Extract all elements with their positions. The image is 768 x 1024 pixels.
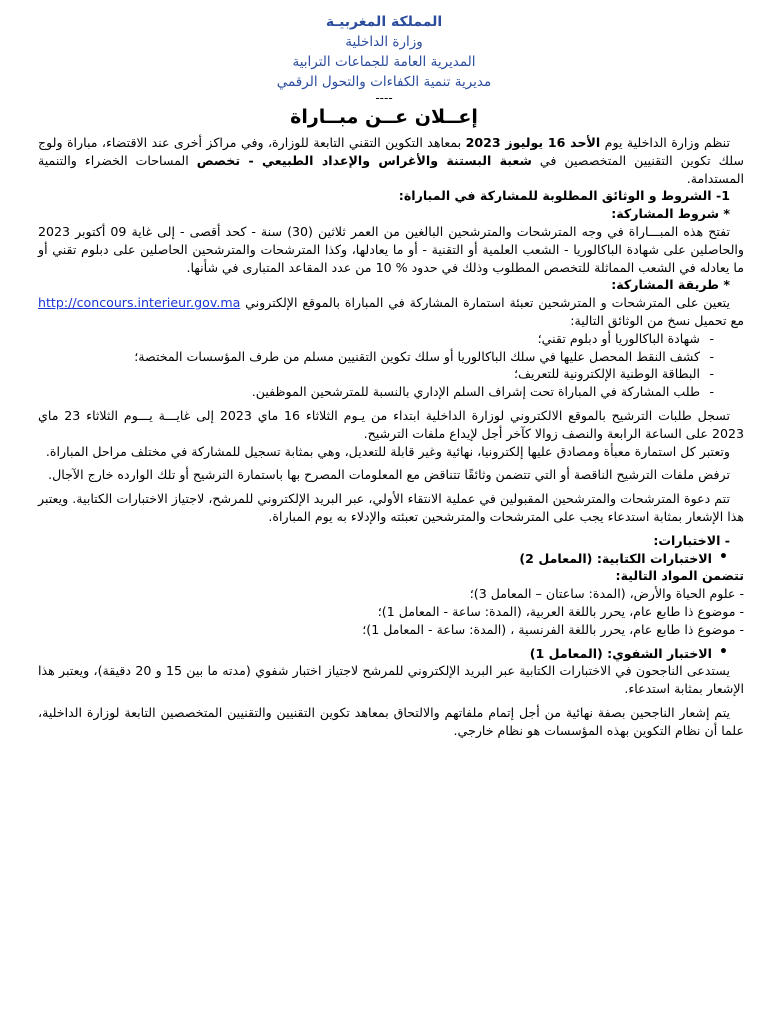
documents-list [38, 330, 744, 401]
invitation-paragraph: تتم دعوة المترشحات والمترشحين المقبولين في عملية الانتقاء الأولي، عبر البريد الإلكتروني للمرشح، لاجتياز الاختبارات الكتابية. ويعتبر هذا الإشعار بمثابة استدعاء يجب على المترشحات والمترشحين تعبئته والإدلاء به يوم المباراة. [38, 491, 744, 524]
registration-period-paragraph: تسجل طلبات الترشيح بالموقع الالكتروني لوزارة الداخلية ابتداء من يـوم الثلاثاء 16 ماي 2023 إلى غايـــة يـــوم الثلاثاء 23 ماي 2023 على الساعة الرابعة والنصف زوالا كآخر أجل لإيداع ملفات الترشيح. [38, 407, 744, 441]
conditions-title: * شروط المشاركة: [611, 206, 730, 222]
page-title: إعــلان عــن مبــاراة [290, 106, 478, 128]
subject-item: - علوم الحياة والأرض، (المدة: ساعتان – المعامل 3)؛ [469, 586, 744, 602]
letterhead [0, 0, 768, 104]
exam-specialty: شعبة البستنة والأغراس والإعداد الطبيعي - تخصص [196, 152, 532, 168]
list-item: - شهادة الباكالوريا أو دبلوم تقني؛ [38, 330, 700, 348]
intro-paragraph [38, 134, 744, 187]
intro-mid: بمعاهد التكوين التقني التابعة للوزارة، وفي مراكز أخرى عند الاقتضاء، مباراة ولوج سلك تكوين التقنيين المتخصصين في [38, 135, 744, 168]
oral-exam-text [38, 662, 744, 698]
ministry-name: وزارة الداخلية [345, 34, 423, 50]
exam-date: الأحد 16 يوليوز 2023 [465, 135, 601, 150]
concours-link[interactable]: http://concours.interieur.gov.ma [38, 295, 241, 311]
list-item: - كشف النقط المحصل عليها في سلك الباكالوريا أو سلك تكوين التقنيين مسلم من طرف المؤسسات المختصة؛ [38, 348, 700, 366]
section1-heading: 1- الشروط و الوثائق المطلوبة للمشاركة في المباراة: [398, 188, 730, 204]
method-title: * طريقة المشاركة: [611, 277, 730, 293]
intro-post: المساحات الخضراء والتنمية المستدامة. [38, 152, 744, 186]
form-validity-paragraph: وتعتبر كل استمارة معبأة ومصادق عليها إلكترونيا، نهائية وغير قابلة للتعديل، وهي بمثابة تسجيل للمشاركة في مختلف مراحل المباراة. [45, 443, 730, 459]
oral-exam-title: • الاختبار الشفوي: (المعامل 1) [38, 645, 730, 663]
oral-text-pre: يستدعى الناجحون في الاختبارات الكتابية عبر البريد الإلكتروني للمرشح لاجتياز اختبار شفوي (مدته ما بين 15 و 20 دقيقة) [97, 663, 730, 679]
written-exams-title: • الاختبارات الكتابية: (المعامل 2) [38, 550, 730, 568]
oral-text-post: ، ويعتبر هذا الإشعار بمثابة استدعاء. [38, 663, 744, 697]
intro-pre: تنظم وزارة الداخلية يوم [600, 135, 730, 150]
exams-heading: - الاختبارات: [653, 532, 730, 548]
subject-item: - موضوع ذا طابع عام، يحرر باللغة الفرنسية ، (المدة: ساعة - المعامل 1)؛ [362, 621, 744, 637]
final-notice-text: يتم إشعار الناجحين بصفة نهائية من أجل إتمام ملفاتهم والالتحاق بمعاهد تكوين التقنيين والتقنيين المتخصصين التابعة لوزارة الداخلية، علما أن نظام التكوين بهذه المؤسسات هو نظام خارجي. [38, 704, 744, 738]
header-separator: ---- [375, 91, 393, 105]
subject-item: - موضوع ذا طابع عام، يحرر باللغة العربية، (المدة: ساعة - المعامل 1)؛ [377, 603, 744, 619]
method-text [38, 294, 744, 330]
division-name: مديرية تنمية الكفاءات والتحول الرقمي [276, 74, 492, 90]
directorate-name: المديرية العامة للجماعات الترابية [292, 54, 476, 70]
subjects-title: تتضمن المواد التالية: [615, 568, 744, 584]
method-post: مع تحميل نسخ من الوثائق التالية: [570, 312, 744, 328]
rejection-paragraph: ترفض ملفات الترشيح الناقصة أو التي تتضمن وثائقًا تتناقض مع المعلومات المصرح بها باستمارة الترشيح أو تلك الوارده خارج الآجال. [48, 467, 730, 483]
kingdom-name: المملكة المغربيـة [325, 14, 443, 30]
document-body [0, 134, 768, 740]
list-item: - طلب المشاركة في المباراة تحت إشراف السلم الإداري بالنسبة للمترشحين الموظفين. [38, 383, 700, 401]
conditions-text: تفتح هذه المبـــاراة في وجه المترشحات والمترشحين البالغين من العمر ثلاثين (30) سنة - كحد أقصى - إلى غاية 09 أكتوبر 2023 والحاصلين على شهادة الباكالوريا - الشعب العلمية أو التقنية - أو ما يعادلها، وكذا المترشحات والمترشحين الحاصلين على دبلوم تقني أو ما يعادله في الشعب المماثلة للتخصص المطلوب وذلك في حدود % 10 من عدد المقاعد المتبارى في شأنها. [38, 223, 744, 275]
list-item: - البطاقة الوطنية الإلكترونية للتعريف؛ [38, 365, 700, 383]
method-pre: يتعين على المترشحات و المترشحين تعبئة استمارة المشاركة في المباراة بالموقع الإلكتروني [240, 295, 730, 311]
